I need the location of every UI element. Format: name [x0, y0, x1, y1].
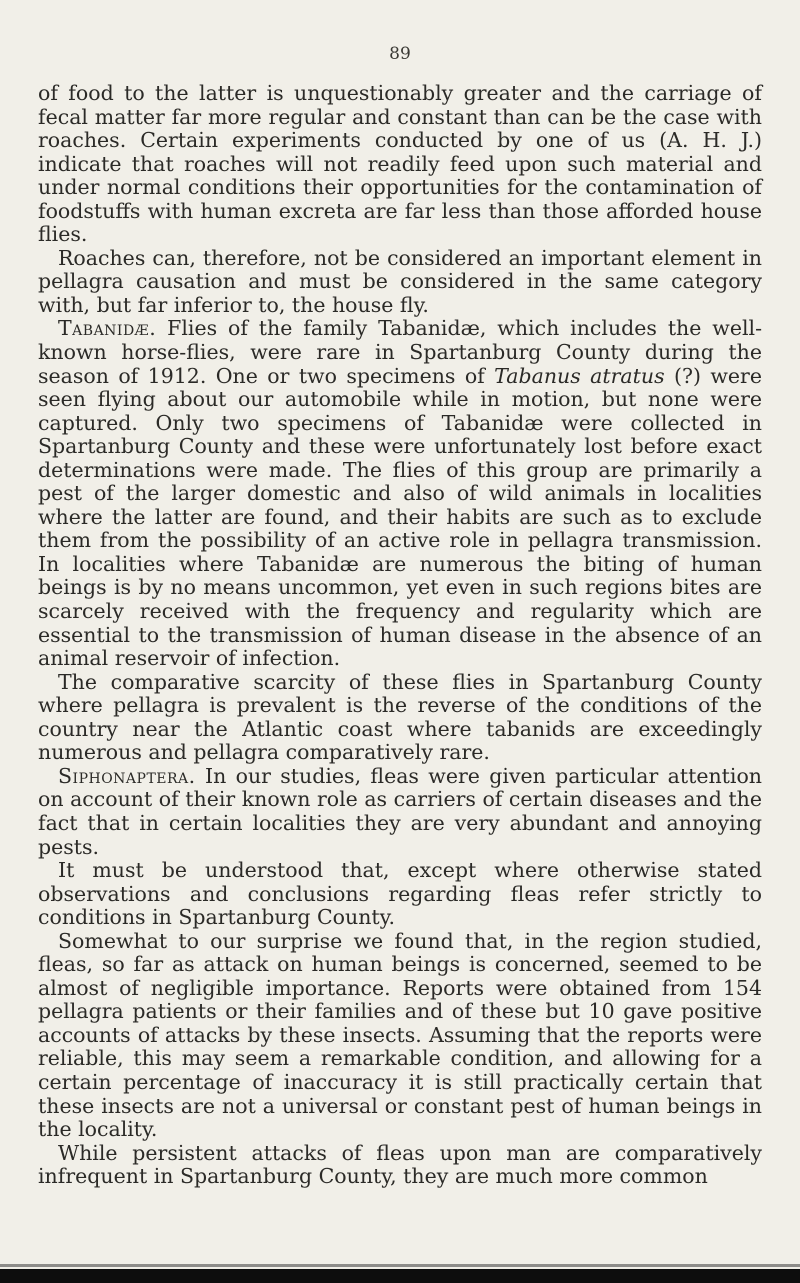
section-heading: Tabanidæ. — [58, 316, 157, 341]
section-heading: Siphonaptera. — [58, 763, 196, 788]
paragraph — [38, 82, 762, 247]
paragraph-text: Flies of the family Tabanidæ, which includes the well-known horse-flies, were rare in Spartanburg County during the season of 1912. One or two specimens of Tabanus atratus (?) were seen flying about our automobile while in motion, but none were captured. Only two specimens of Tabanidæ were collected in Spartanburg County and these were unfortunately lost before exact determinations were made. The flies of this group are primarily a pest of the larger domestic and also of wild animals in localities where the latter are found, and their habits are such as to exclude them from the possibility of an active role in pellagra transmission. In localities where Tabanidæ are numerous the biting of human beings is by no means uncommon, yet even in such regions bites are scarcely received with the frequency and regularity which are essential to the transmission of human disease in the absence of an animal reservoir of infection. — [38, 316, 762, 671]
paragraph-text: It must be understood that, except where otherwise stated observations and conclusions regarding fleas refer strictly to conditions in Spartanburg County. — [38, 858, 762, 930]
paragraph — [38, 317, 762, 670]
paragraph — [38, 1142, 762, 1189]
paragraph-text: While persistent attacks of fleas upon man are comparatively infrequent in Spartanburg County, they are much more common — [38, 1140, 762, 1189]
paragraph — [38, 671, 762, 765]
paragraph-text: Roaches can, therefore, not be considered an important element in pellagra causation and must be considered in the same category with, but far inferior to, the house fly. — [38, 245, 762, 317]
paragraph — [38, 247, 762, 318]
paragraph — [38, 859, 762, 930]
paragraph — [38, 765, 762, 859]
body-text — [38, 82, 762, 1189]
page-number: 89 — [389, 44, 411, 64]
scan-edge-line — [0, 1264, 800, 1267]
paragraph-text: of food to the latter is unquestionably greater and the carriage of fecal matter far more regular and constant than can be the case with roaches. Certain experiments conducted by one of us (A. H. J.) indicate that roaches will not readily feed upon such material and under normal conditions their opportunities for the contamination of foodstuffs with human excreta are far less than those afforded house flies. — [38, 81, 762, 247]
paragraph-text: The comparative scarcity of these flies in Spartanburg County where pellagra is prevalent is the reverse of the conditions of the country near the Atlantic coast where tabanids are exceedingly numerous and pellagra comparatively rare. — [38, 669, 762, 765]
paragraph — [38, 930, 762, 1142]
paragraph-text: Somewhat to our surprise we found that, in the region studied, fleas, so far as attack on human beings is concerned, seemed to be almost of negligible importance. Reports were obtained from 154 pellagra patients or their families and of these but 10 gave positive accounts of attacks by these insects. Assuming that the reports were reliable, this may seem a remarkable condition, and allowing for a certain percentage of inaccuracy it is still practically certain that these insects are not a universal or constant pest of human beings in the locality. — [38, 928, 762, 1142]
paragraph-text: In our studies, fleas were given particular attention on account of their known role as carriers of certain diseases and the fact that in certain localities they are very abundant and annoying pests. — [38, 763, 762, 859]
species-name: Tabanus atratus — [494, 363, 665, 388]
scan-edge-bar — [0, 1269, 800, 1283]
